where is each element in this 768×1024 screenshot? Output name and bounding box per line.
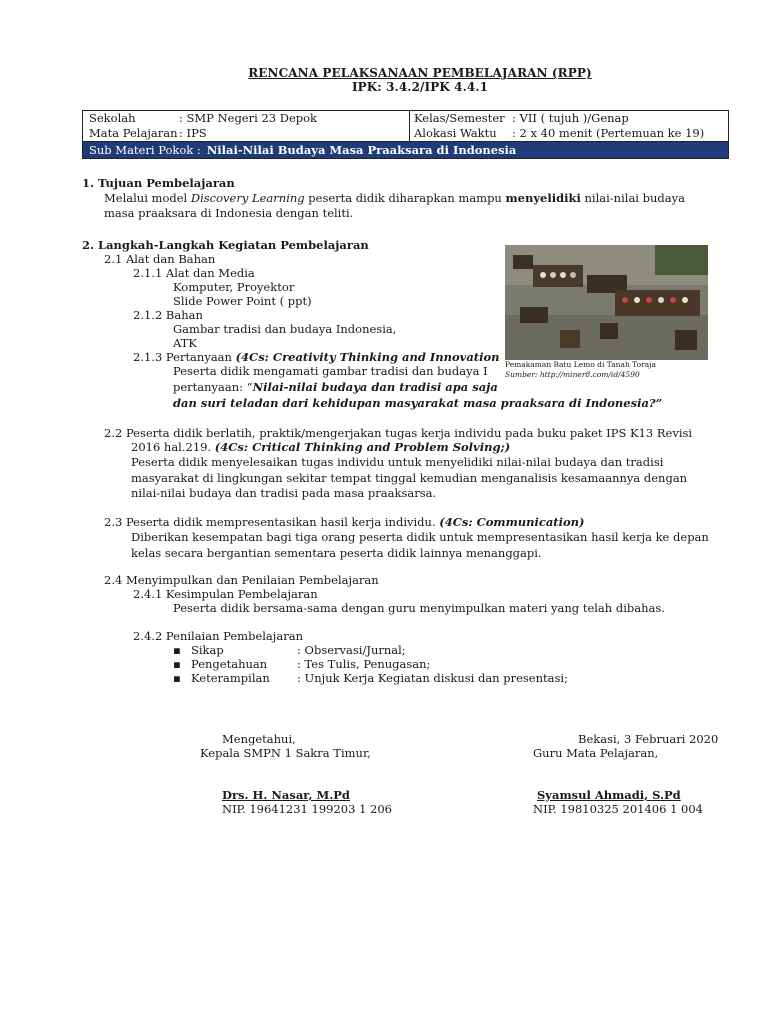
penilaian-item: ▪ Pengetahuan : Tes Tulis, Penugasan; — [173, 657, 431, 671]
alat-bahan: 2.1 Alat dan Bahan — [104, 252, 216, 266]
pertanyaan-line3: dan suri teladan dari kehidupan masyarakat masa praaksara di Indonesia?” — [173, 396, 663, 410]
kelas-value: : VII ( tujuh )/Genap — [512, 111, 629, 125]
sign-left-nip: NIP. 19641231 199203 1 206 — [222, 802, 392, 816]
sub-label: Sub Materi Pokok : — [89, 143, 201, 157]
bahan-2: ATK — [173, 336, 197, 350]
section1-line2: masa praaksara di Indonesia dengan teliti. — [104, 206, 354, 220]
pertanyaan-line2: pertanyaan: “Nilai-nilai budaya dan tradisi apa saja — [173, 380, 498, 394]
penilaian-heading: 2.4.2 Penilaian Pembelajaran — [133, 629, 303, 643]
mapel-value: : IPS — [179, 126, 207, 140]
document-title: RENCANA PELAKSANAAN PEMBELAJARAN (RPP) — [248, 66, 592, 80]
penilaian-item: ▪ Keterampilan : Unjuk Kerja Kegiatan diskusi dan presentasi; — [173, 671, 568, 685]
sign-left-name: Drs. H. Nasar, M.Pd — [222, 788, 350, 802]
alat-media: 2.1.1 Alat dan Media — [133, 266, 255, 280]
mapel-label: Mata Pelajaran — [89, 126, 178, 140]
langkah-2-2: 2.2 Peserta didik berlatih, praktik/mengerjakan tugas kerja individu pada buku paket IPS K13 Revisi — [104, 426, 693, 440]
alat-media-1: Komputer, Proyektor — [173, 280, 295, 294]
sign-left-2: Kepala SMPN 1 Sakra Timur, — [200, 746, 371, 760]
sign-right-nip: NIP. 19810325 201406 1 004 — [533, 802, 703, 816]
section1-line1: Melalui model Discovery Learning peserta didik diharapkan mampu menyelidiki nilai-nilai budaya — [104, 191, 685, 205]
langkah-2-3-c: kelas secara bergantian sementara peserta didik lainnya menanggapi. — [131, 546, 542, 560]
sign-right-name: Syamsul Ahmadi, S.Pd — [537, 788, 681, 802]
langkah-2-3: 2.3 Peserta didik mempresentasikan hasil kerja individu. (4Cs: Communication) — [104, 515, 585, 529]
bahan-1: Gambar tradisi dan budaya Indonesia, — [173, 322, 397, 336]
sub-value: Nilai-Nilai Budaya Masa Praaksara di Indonesia — [206, 143, 517, 157]
photo-caption: Pemakaman Batu Lemo di Tanah Toraja Sumber: http://miner8.com/id/4590 — [505, 360, 656, 379]
sekolah-label: Sekolah — [89, 111, 136, 125]
toraja-photo — [505, 245, 708, 360]
langkah-2-2-b: 2016 hal.219. (4Cs: Critical Thinking and Problem Solving;) — [131, 440, 511, 454]
kelas-label: Kelas/Semester — [414, 111, 505, 125]
langkah-2-2-e: nilai-nilai budaya dan tradisi pada masa praaksarsa. — [131, 486, 437, 500]
langkah-2-3-b: Diberikan kesempatan bagi tiga orang peserta didik untuk mempresentasikan hasil kerja ke depan — [131, 530, 709, 544]
alokasi-value: : 2 x 40 menit (Pertemuan ke 19) — [512, 126, 705, 140]
penilaian-item: ▪ Sikap : Observasi/Jurnal; — [173, 643, 406, 657]
kesimpulan-text: Peserta didik bersama-sama dengan guru menyimpulkan materi yang telah dibahas. — [173, 601, 665, 615]
info-table — [82, 110, 729, 159]
sekolah-value: : SMP Negeri 23 Depok — [179, 111, 318, 125]
langkah-2-2-c: Peserta didik menyelesaikan tugas individu untuk menyelidiki nilai-nilai budaya dan tradisi — [131, 455, 664, 469]
langkah-2-2-d: masyarakat di lingkungan sekitar tempat tinggal kemudian menganalisis kesamaannya dengan — [131, 471, 688, 485]
section2-heading: 2. Langkah-Langkah Kegiatan Pembelajaran — [82, 238, 369, 252]
alokasi-label: Alokasi Waktu — [414, 126, 497, 140]
sign-left-1: Mengetahui, — [222, 732, 296, 746]
alat-media-2: Slide Power Point ( ppt) — [173, 294, 312, 308]
sign-right-2: Guru Mata Pelajaran, — [533, 746, 659, 760]
sub-materi-bar — [83, 141, 728, 158]
section1-heading: 1. Tujuan Pembelajaran — [82, 176, 235, 190]
sign-right-1: Bekasi, 3 Februari 2020 — [578, 732, 719, 746]
pertanyaan: 2.1.3 Pertanyaan (4Cs: Creativity Thinking and Innovation — [133, 350, 500, 364]
pertanyaan-line1: Peserta didik mengamati gambar tradisi dan budaya I — [173, 364, 488, 378]
langkah-2-4: 2.4 Menyimpulkan dan Penilaian Pembelajaran — [104, 573, 379, 587]
ipk-line: IPK: 3.4.2/IPK 4.4.1 — [351, 80, 489, 94]
bahan: 2.1.2 Bahan — [133, 308, 203, 322]
kesimpulan-heading: 2.4.1 Kesimpulan Pembelajaran — [133, 587, 318, 601]
